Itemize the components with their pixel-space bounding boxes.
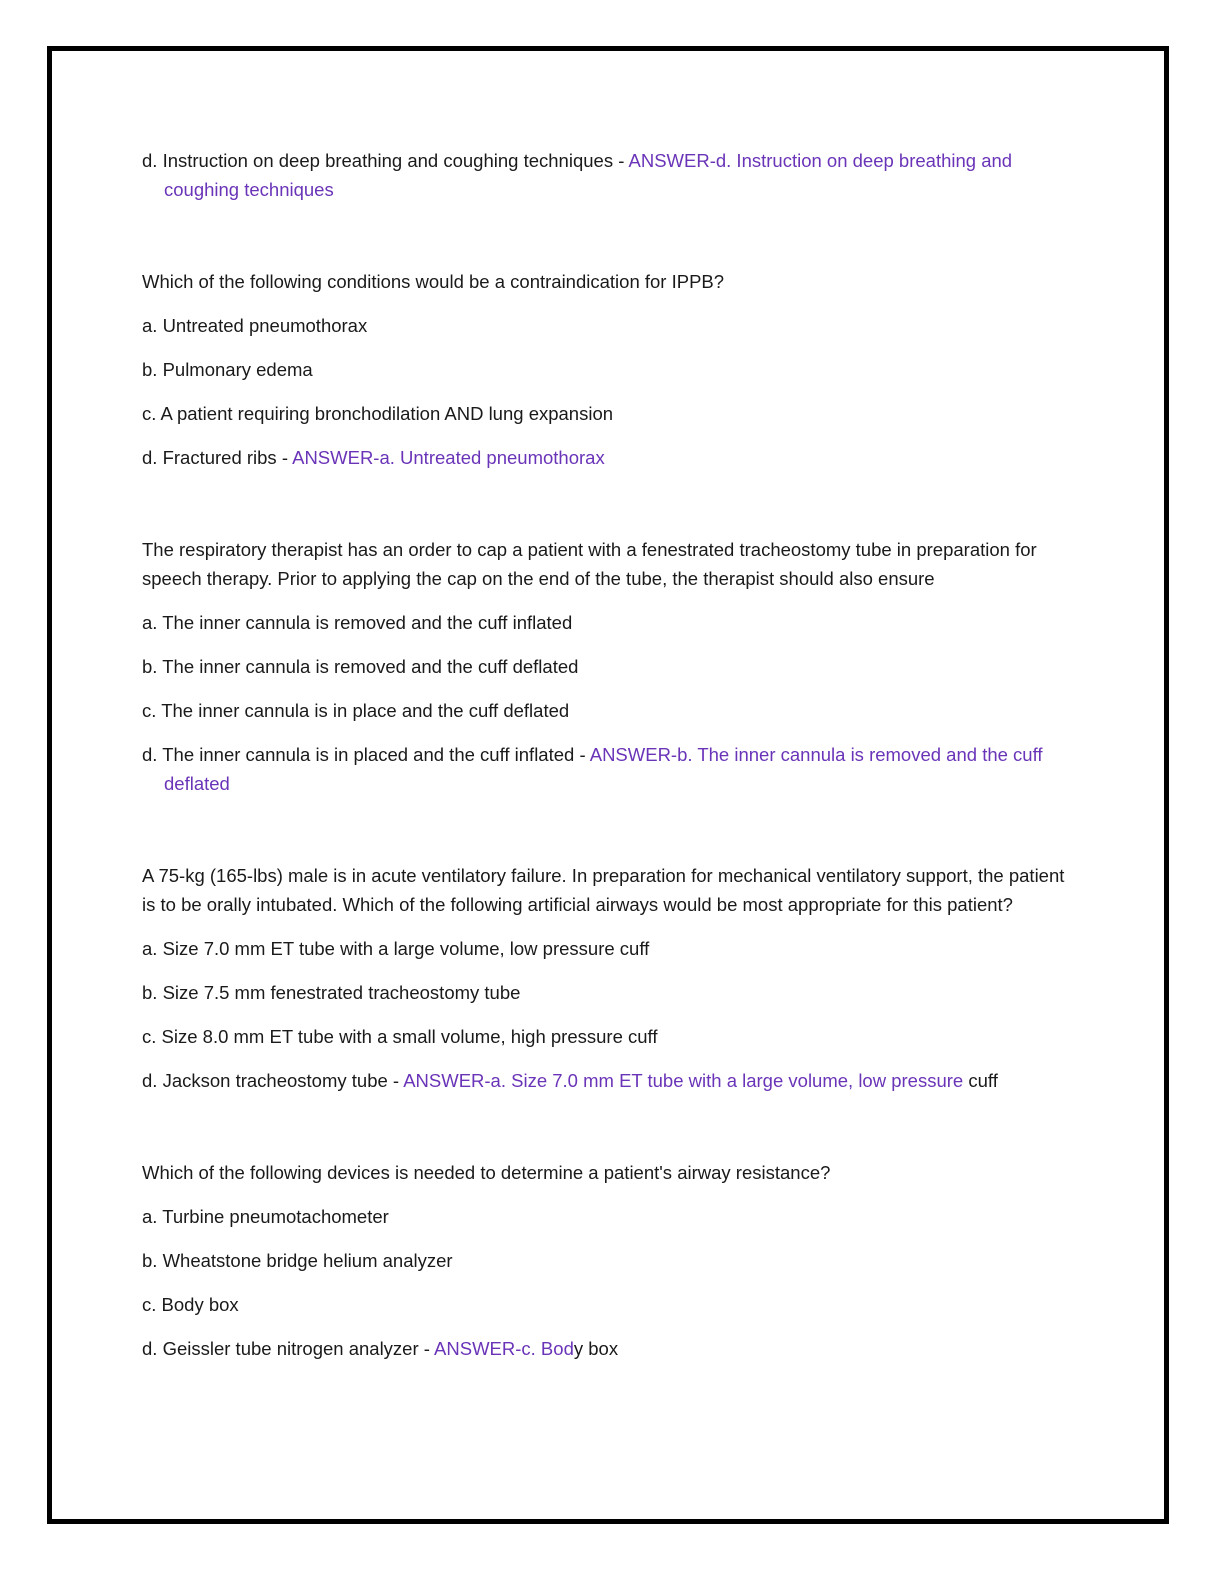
answer-text: ANSWER-b. The inner cannula is removed and the cuff deflated [164, 744, 1043, 794]
answer-tail-text: cuff [963, 1070, 998, 1091]
q4-option-c: c. Body box [142, 1294, 239, 1315]
option-text: d. Instruction on deep breathing and coughing techniques - [142, 150, 629, 171]
document-content [142, 146, 1082, 1378]
answer-text: ANSWER-a. Untreated pneumothorax [292, 447, 605, 468]
q2-option-d [142, 740, 1082, 798]
question-3: A 75-kg (165-lbs) male is in acute ventilatory failure. In preparation for mechanical ventilatory support, the patient is to be orally intubated. Which of the following artificial airways would be most appropriate for this patient? [142, 865, 1065, 915]
q1-option-c: c. A patient requiring bronchodilation AND lung expansion [142, 403, 614, 424]
q4-option-b: b. Wheatstone bridge helium analyzer [142, 1250, 453, 1271]
q2-option-b: b. The inner cannula is removed and the cuff deflated [142, 656, 579, 677]
option-text: d. The inner cannula is in placed and the cuff inflated - [142, 744, 590, 765]
answer-text: ANSWER-a. Size 7.0 mm ET tube with a large volume, low pressure [403, 1070, 964, 1091]
answer-text: ANSWER-d. Instruction on deep breathing and coughing techniques [164, 150, 1013, 200]
answer-text: ANSWER-c. Bod [434, 1338, 574, 1359]
q4-option-a: a. Turbine pneumotachometer [142, 1206, 389, 1227]
q3-option-c: c. Size 8.0 mm ET tube with a small volume, high pressure cuff [142, 1026, 658, 1047]
q3-option-a: a. Size 7.0 mm ET tube with a large volume, low pressure cuff [142, 938, 650, 959]
option-text: d. Fractured ribs - [142, 447, 293, 468]
q1-option-b: b. Pulmonary edema [142, 359, 313, 380]
q2-option-a: a. The inner cannula is removed and the cuff inflated [142, 612, 573, 633]
question-2: The respiratory therapist has an order to cap a patient with a fenestrated tracheostomy tube in preparation for speech therapy. Prior to applying the cap on the end of the tube, the therapist should also ensure [142, 539, 1037, 589]
question-1: Which of the following conditions would be a contraindication for IPPB? [142, 271, 725, 292]
q1-option-d [142, 443, 1082, 472]
option-text: d. Geissler tube nitrogen analyzer - [142, 1338, 435, 1359]
q2-option-c: c. The inner cannula is in place and the cuff deflated [142, 700, 570, 721]
question-4: Which of the following devices is needed to determine a patient's airway resistance? [142, 1162, 831, 1183]
answer-tail-text: y box [573, 1338, 619, 1359]
q4-option-d [142, 1334, 1082, 1363]
option-text: d. Jackson tracheostomy tube - [142, 1070, 404, 1091]
q3-option-d [142, 1066, 1082, 1095]
q1-option-a: a. Untreated pneumothorax [142, 315, 368, 336]
option-d-block0 [142, 146, 1082, 204]
q3-option-b: b. Size 7.5 mm fenestrated tracheostomy tube [142, 982, 521, 1003]
